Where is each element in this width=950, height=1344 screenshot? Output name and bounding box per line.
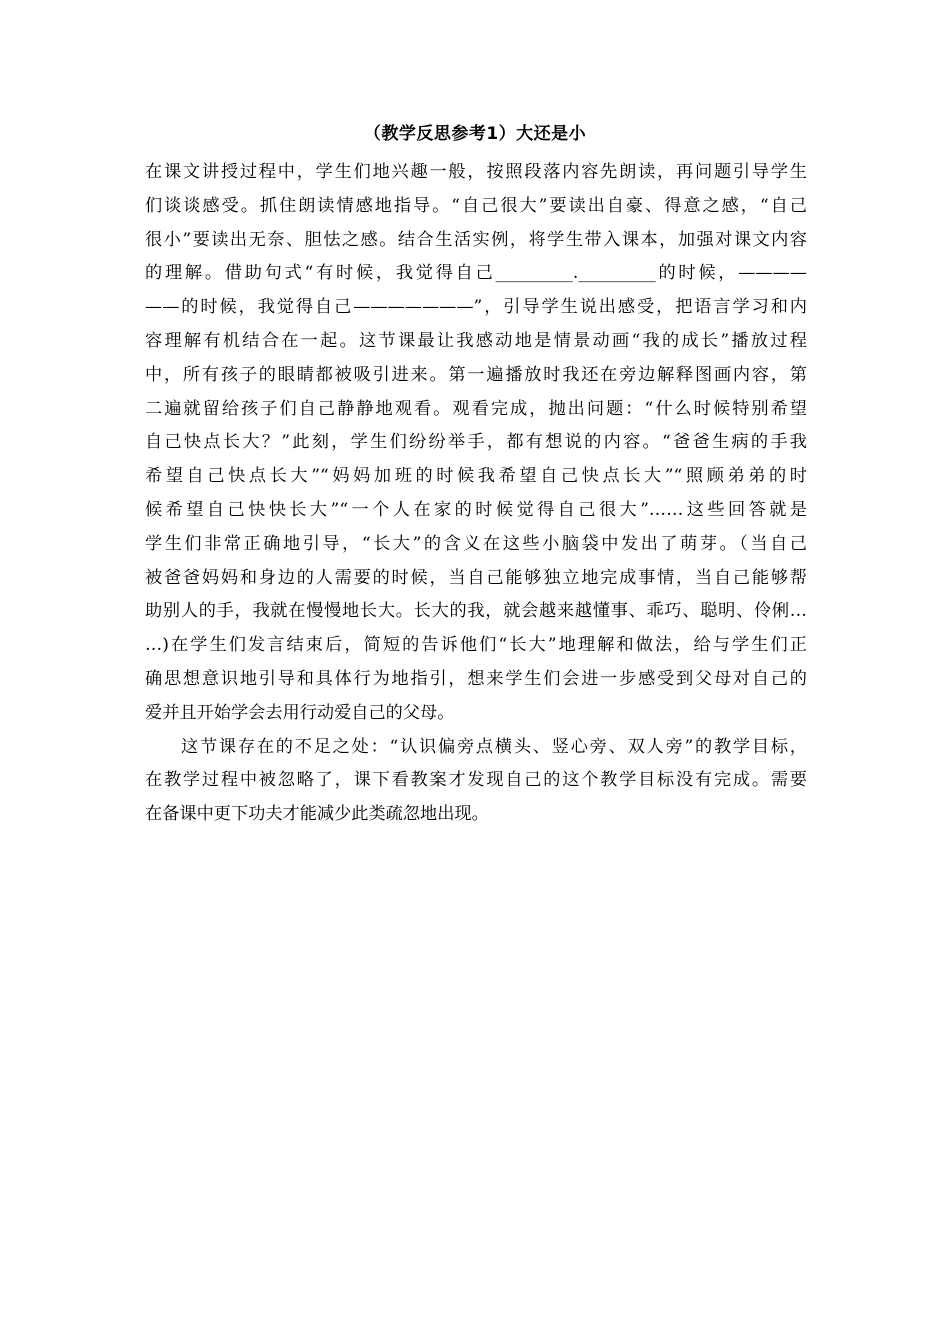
- document-body: [145, 156, 807, 832]
- text-line: 这节课存在的不足之处：“认识偏旁点横头、竖心旁、双人旁”的教学目标，: [181, 736, 807, 757]
- text-line: 爱并且开始学会去用行动爱自己的父母。: [145, 702, 455, 723]
- paragraph-2: [145, 731, 807, 832]
- paragraph-1: [145, 156, 807, 731]
- text-line: 学生们非常正确地引导，“长大”的含义在这些小脑袋中发出了萌芽。（当自己: [145, 533, 807, 554]
- text-line: 们谈谈感受。抓住朗读情感地指导。“自己很大”要读出自豪、得意之感，“自己: [145, 195, 807, 216]
- text-line: 候希望自己快快长大”“一个人在家的时候觉得自己很大”……这些回答就是: [145, 499, 807, 520]
- text-line: 在备课中更下功夫才能减少此类疏忽地出现。: [145, 804, 489, 825]
- text-line: 很小”要读出无奈、胆怯之感。结合生活实例，将学生带入课本，加强对课文内容: [145, 229, 807, 250]
- text-line: 确思想意识地引导和具体行为地指引，想来学生们会进一步感受到父母对自己的: [145, 668, 807, 689]
- text-line: …)在学生们发言结束后，简短的告诉他们“长大”地理解和做法，给与学生们正: [145, 635, 807, 656]
- text-line: 的理解。借助句式“有时候，我觉得自己_________._________的时候，————: [145, 263, 807, 284]
- text-line: ——的时候，我觉得自己———————”，引导学生说出感受，把语言学习和内: [145, 297, 807, 318]
- document-title: （教学反思参考1）大还是小: [363, 124, 587, 144]
- text-line: 容理解有机结合在一起。这节课最让我感动地是情景动画“我的成长”播放过程: [145, 330, 807, 351]
- text-line: 在教学过程中被忽略了，课下看教案才发现自己的这个教学目标没有完成。需要: [145, 770, 807, 791]
- text-line: 助别人的手，我就在慢慢地长大。长大的我，就会越来越懂事、乖巧、聪明、伶俐…: [145, 601, 807, 622]
- text-line: 被爸爸妈妈和身边的人需要的时候，当自己能够独立地完成事情，当自己能够帮: [145, 567, 807, 588]
- text-line: 在课文讲授过程中，学生们地兴趣一般，按照段落内容先朗读，再问题引导学生: [145, 162, 807, 182]
- text-line: 中，所有孩子的眼睛都被吸引进来。第一遍播放时我还在旁边解释图画内容，第: [145, 364, 807, 385]
- text-line: 希望自己快点长大”“妈妈加班的时候我希望自己快点长大”“照顾弟弟的时: [145, 466, 807, 487]
- text-line: 自己快点长大？”此刻，学生们纷纷举手，都有想说的内容。“爸爸生病的手我: [145, 432, 807, 453]
- text-line: 二遍就留给孩子们自己静静地观看。观看完成，抛出问题：“什么时候特别希望: [145, 398, 807, 419]
